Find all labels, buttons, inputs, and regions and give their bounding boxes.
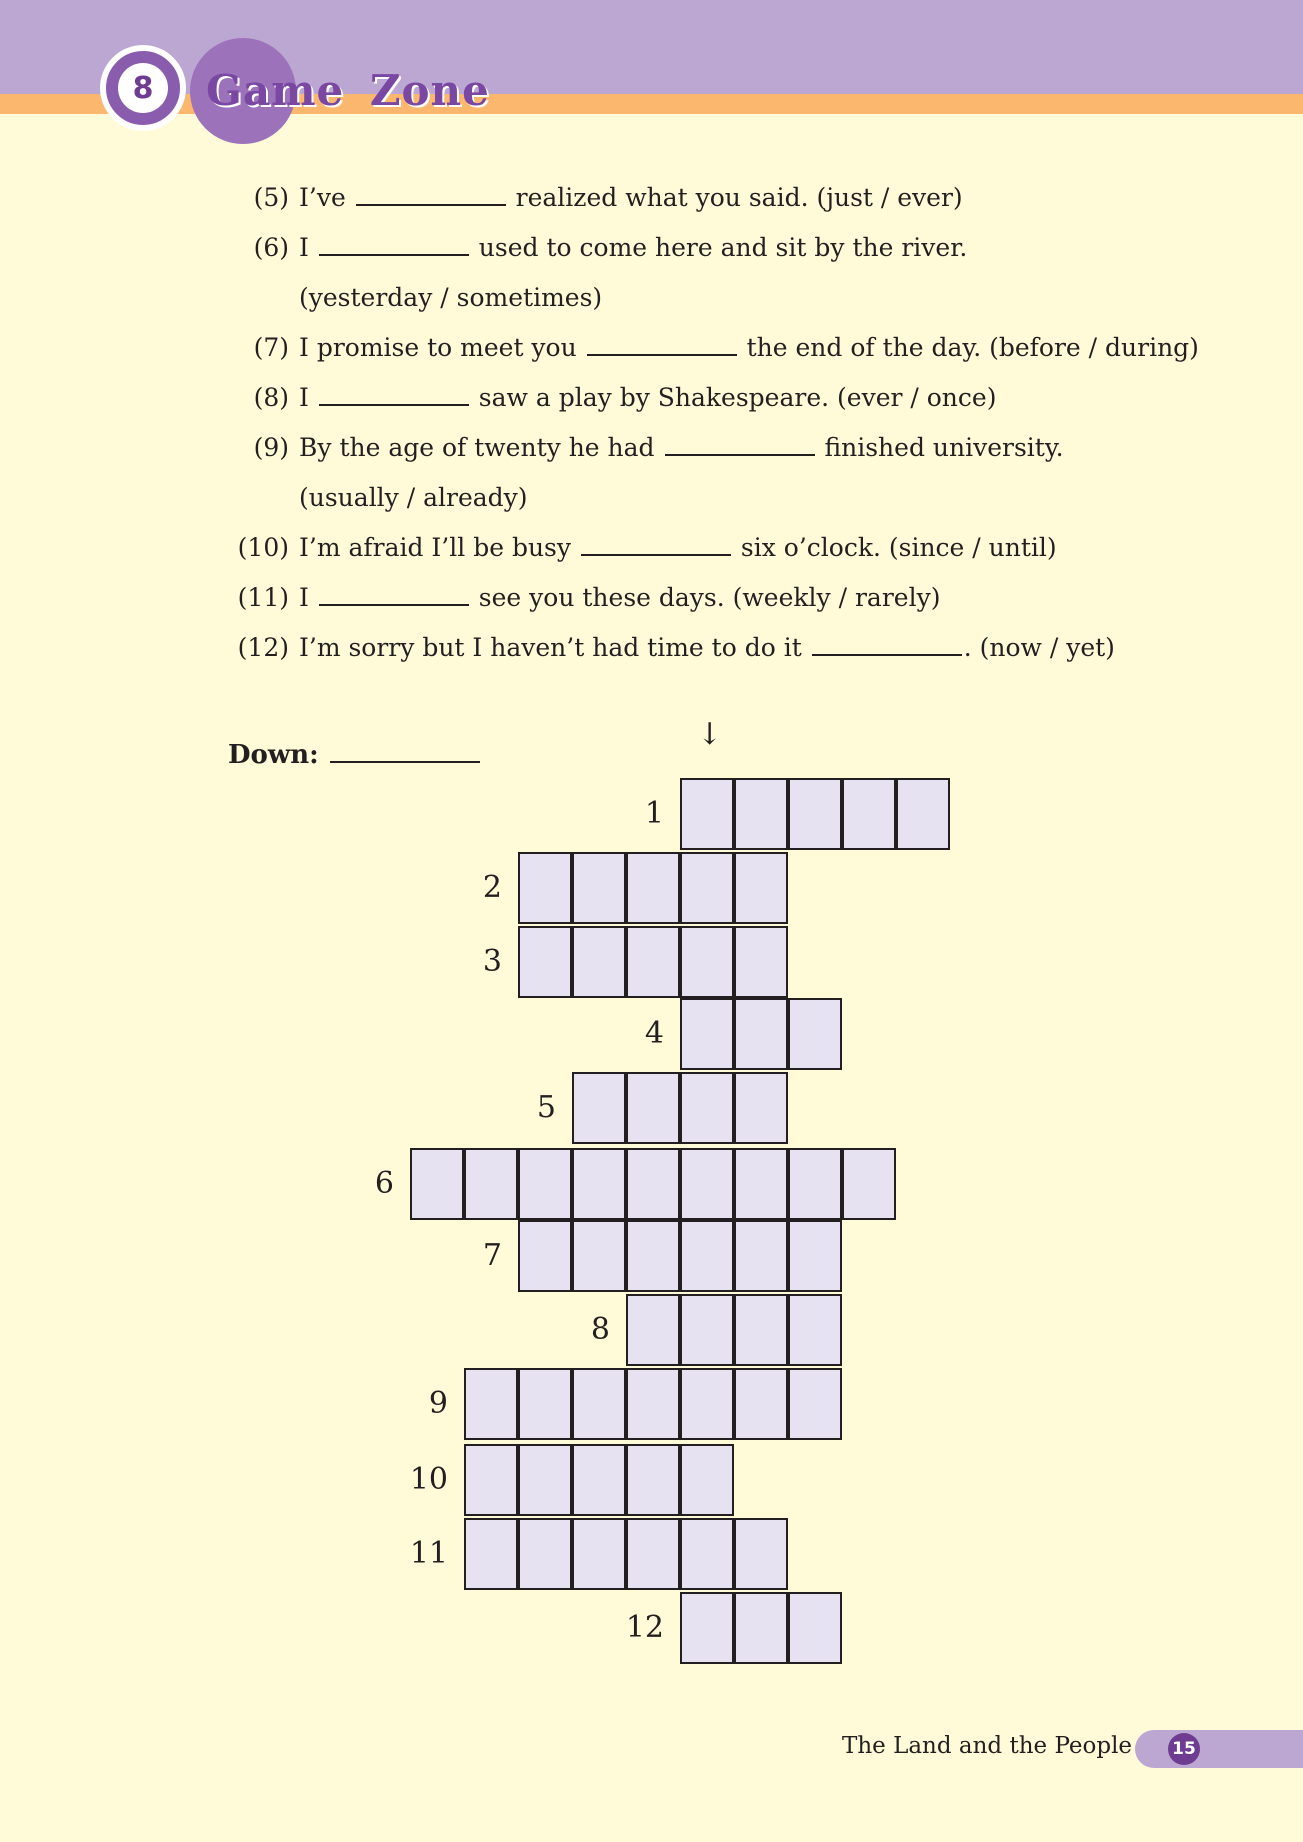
crossword-cell[interactable] (572, 1444, 626, 1516)
crossword-cell[interactable] (788, 1148, 842, 1220)
answer-blank[interactable] (319, 378, 469, 406)
crossword-cell[interactable] (626, 1294, 680, 1366)
crossword-cell[interactable] (626, 1518, 680, 1590)
exercise-number: (7) (253, 333, 289, 362)
crossword-cell[interactable] (572, 1518, 626, 1590)
exercise-text-after: saw a play by Shakespeare. (ever / once) (478, 383, 997, 412)
exercise-text-before: I (299, 583, 309, 612)
crossword-cell[interactable] (680, 998, 734, 1070)
crossword-cell[interactable] (572, 1148, 626, 1220)
crossword-cell[interactable] (734, 778, 788, 850)
row-number: 7 (482, 1238, 502, 1273)
crossword-cell[interactable] (572, 1368, 626, 1440)
exercise-text-before: By the age of twenty he had (299, 433, 655, 462)
answer-blank[interactable] (581, 528, 731, 556)
crossword-cell[interactable] (680, 1148, 734, 1220)
crossword-cell[interactable] (680, 1220, 734, 1292)
crossword-cell[interactable] (572, 1072, 626, 1144)
row-number: 6 (374, 1166, 394, 1201)
crossword-cell[interactable] (680, 926, 734, 998)
row-number: 11 (409, 1536, 448, 1571)
crossword-cell[interactable] (572, 852, 626, 924)
answer-blank[interactable] (665, 428, 815, 456)
exercise-number: (11) (237, 583, 289, 612)
crossword-cell[interactable] (788, 778, 842, 850)
exercise-9-options (225, 473, 528, 523)
crossword-cell[interactable] (518, 1368, 572, 1440)
crossword-cell[interactable] (896, 778, 950, 850)
crossword-cell[interactable] (518, 852, 572, 924)
book-title: The Land and the People (842, 1733, 1133, 1759)
exercise-text-after: finished university. (824, 433, 1064, 462)
row-number: 9 (428, 1386, 448, 1421)
down-arrow-icon: ↓ (697, 717, 723, 752)
crossword-cell[interactable] (518, 926, 572, 998)
crossword-cell[interactable] (788, 1294, 842, 1366)
exercise-text-after: realized what you said. (just / ever) (515, 183, 963, 212)
exercise-text-before: I (299, 383, 309, 412)
crossword-cell[interactable] (788, 1220, 842, 1292)
crossword-cell[interactable] (734, 1592, 788, 1664)
unit-number: 8 (118, 63, 168, 113)
crossword-cell[interactable] (680, 1072, 734, 1144)
exercise-number: (8) (253, 383, 289, 412)
exercise-text-before: I (299, 233, 309, 262)
crossword-cell[interactable] (788, 1592, 842, 1664)
row-number: 12 (625, 1610, 664, 1645)
exercise-11 (225, 573, 940, 623)
answer-blank[interactable] (319, 228, 469, 256)
exercise-text-before: I’m afraid I’ll be busy (299, 533, 571, 562)
exercise-6-options (225, 273, 602, 323)
exercise-options: (usually / already) (299, 483, 528, 512)
crossword-cell[interactable] (734, 1294, 788, 1366)
down-answer-blank[interactable] (330, 735, 480, 763)
crossword-cell[interactable] (626, 1220, 680, 1292)
crossword-cell[interactable] (680, 1444, 734, 1516)
exercise-number: (6) (253, 233, 289, 262)
exercise-number: (10) (237, 533, 289, 562)
crossword-cell[interactable] (626, 1444, 680, 1516)
page-number: 15 (1168, 1733, 1200, 1765)
exercise-text-before: I’m sorry but I haven’t had time to do it (299, 633, 802, 662)
exercise-text-before: I promise to meet you (299, 333, 577, 362)
crossword-cell[interactable] (842, 1148, 896, 1220)
row-number: 5 (536, 1090, 556, 1125)
answer-blank[interactable] (587, 328, 737, 356)
exercise-5 (225, 173, 963, 223)
exercise-number: (5) (253, 183, 289, 212)
crossword-cell[interactable] (464, 1444, 518, 1516)
crossword-cell[interactable] (464, 1148, 518, 1220)
crossword-cell[interactable] (788, 1368, 842, 1440)
crossword-cell[interactable] (734, 998, 788, 1070)
unit-badge (100, 45, 186, 131)
row-number: 2 (482, 870, 502, 905)
crossword-cell[interactable] (626, 1072, 680, 1144)
crossword-cell[interactable] (626, 852, 680, 924)
footer-tab (1135, 1730, 1303, 1768)
exercise-options: (yesterday / sometimes) (299, 283, 603, 312)
crossword-cell[interactable] (680, 1518, 734, 1590)
down-clue (228, 735, 482, 770)
crossword-cell[interactable] (734, 1518, 788, 1590)
crossword-cell[interactable] (518, 1148, 572, 1220)
exercise-6 (225, 223, 967, 273)
page-title: Game Zone (206, 66, 490, 115)
exercise-7 (225, 323, 1199, 373)
row-number: 3 (482, 944, 502, 979)
crossword-cell[interactable] (680, 1294, 734, 1366)
exercise-12 (225, 623, 1115, 673)
exercise-number: (9) (253, 433, 289, 462)
exercise-10 (225, 523, 1057, 573)
crossword-cell[interactable] (464, 1518, 518, 1590)
crossword-cell[interactable] (680, 778, 734, 850)
exercise-text-after: the end of the day. (before / during) (746, 333, 1199, 362)
crossword-cell[interactable] (680, 1368, 734, 1440)
crossword-cell[interactable] (464, 1368, 518, 1440)
exercise-text-before: I’ve (299, 183, 346, 212)
crossword-cell[interactable] (680, 852, 734, 924)
exercise-text-after: used to come here and sit by the river. (478, 233, 968, 262)
crossword-cell[interactable] (734, 1368, 788, 1440)
row-number: 1 (644, 796, 664, 831)
crossword-cell[interactable] (734, 1148, 788, 1220)
down-label: Down: (228, 740, 319, 770)
answer-blank[interactable] (356, 178, 506, 206)
crossword-cell[interactable] (572, 926, 626, 998)
row-number: 10 (409, 1462, 448, 1497)
row-number: 8 (590, 1312, 610, 1347)
exercise-8 (225, 373, 996, 423)
crossword-cell[interactable] (734, 1072, 788, 1144)
exercise-text-after: six o’clock. (since / until) (740, 533, 1057, 562)
crossword-cell[interactable] (842, 778, 896, 850)
exercise-number: (12) (237, 633, 289, 662)
crossword-cell[interactable] (518, 1444, 572, 1516)
crossword-cell[interactable] (680, 1592, 734, 1664)
answer-blank[interactable] (319, 578, 469, 606)
exercise-text-after: . (now / yet) (963, 633, 1115, 662)
exercise-text-after: see you these days. (weekly / rarely) (478, 583, 941, 612)
crossword-cell[interactable] (626, 1368, 680, 1440)
crossword-cell[interactable] (572, 1220, 626, 1292)
crossword-cell[interactable] (734, 852, 788, 924)
crossword-cell[interactable] (734, 1220, 788, 1292)
crossword-cell[interactable] (626, 1148, 680, 1220)
crossword-cell[interactable] (626, 926, 680, 998)
exercise-9 (225, 423, 1064, 473)
crossword-cell[interactable] (518, 1518, 572, 1590)
crossword-cell[interactable] (788, 998, 842, 1070)
crossword-cell[interactable] (734, 926, 788, 998)
answer-blank[interactable] (812, 628, 962, 656)
row-number: 4 (644, 1016, 664, 1051)
crossword-cell[interactable] (410, 1148, 464, 1220)
crossword-cell[interactable] (518, 1220, 572, 1292)
